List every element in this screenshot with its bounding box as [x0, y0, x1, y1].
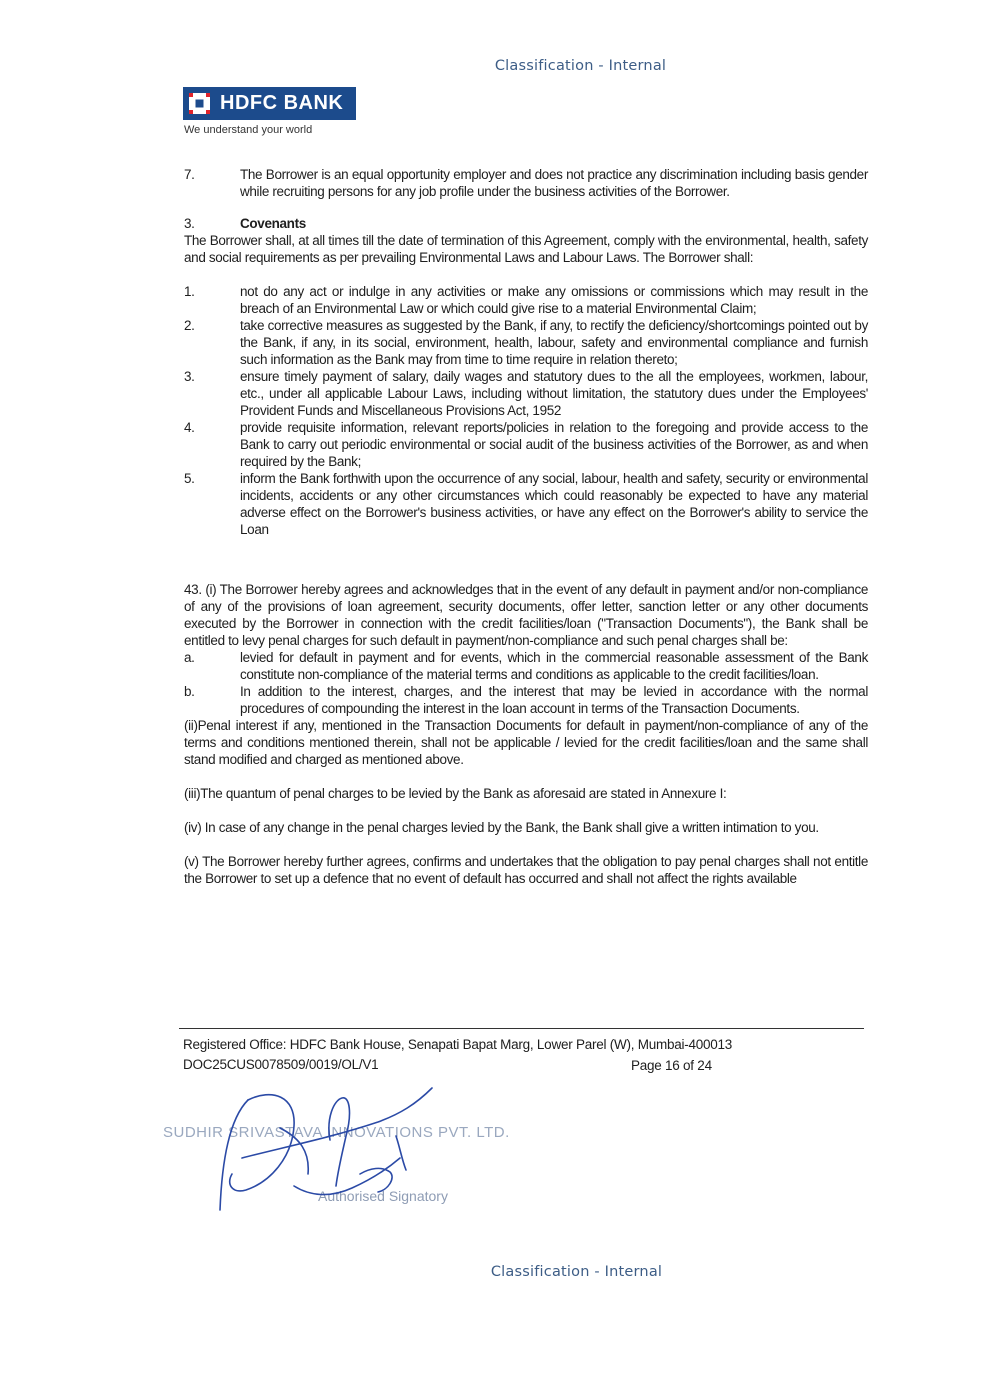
covenant-item-number: 1.	[184, 284, 195, 299]
clause-43-item-letter: b.	[184, 684, 195, 699]
covenants-heading	[184, 215, 868, 232]
covenant-item-text: take corrective measures as suggested by the Bank, if any, to rectify the deficiency/shortcomings pointed out by the Bank, if any, in its social, environment, health, labour, safety and environmental compliance and furnish such information as the Bank may from time to time require in relation thereto;	[240, 318, 868, 367]
clause-43-item	[184, 683, 868, 717]
clause-43-intro: 43. (i) The Borrower hereby agrees and acknowledges that in the event of any default in payment and/or non-compliance of any of the provisions of loan agreement, security documents, offer letter, sanction letter or any other documents executed by the Borrower in connection with the credit facilities/loan ("Transaction Documents"), the Bank shall be entitled to levy penal charges for such default in payment/non-compliance and such penal charges shall be:	[184, 582, 868, 648]
registered-office: Registered Office: HDFC Bank House, Senapati Bapat Marg, Lower Parel (W), Mumbai-400013	[183, 1037, 733, 1052]
covenants-number: 3.	[184, 216, 195, 231]
covenant-item-number: 5.	[184, 471, 195, 486]
clause-43-v: (v) The Borrower hereby further agrees, confirms and undertakes that the obligation to pay penal charges shall not entitle the Borrower to set up a defence that no event of default has occurred and shall not affect the rights available	[184, 854, 868, 886]
covenant-item	[184, 283, 868, 317]
hdfc-logo-mark-icon	[189, 93, 210, 114]
bank-tagline: We understand your world	[184, 124, 313, 136]
clause-43-item	[184, 649, 868, 683]
covenant-item-text: ensure timely payment of salary, daily wages and statutory dues to the all the employees, workmen, labour, etc., under all applicable Labour Laws, including without limitation, the statutory dues under the Employees' Provident Funds and Miscellaneous Provisions Act, 1952	[240, 369, 868, 418]
clause-7-number: 7.	[184, 167, 195, 182]
clause-43-item-text: In addition to the interest, charges, and the interest that may be levied in accordance with the normal procedures of compounding the interest in the loan account in terms of the Transaction Documents.	[240, 684, 868, 716]
clause-7-text: The Borrower is an equal opportunity employer and does not practice any discrimination including basis gender while recruiting persons for any job profile under the business activities of the Borrower.	[240, 167, 868, 199]
covenant-item	[184, 317, 868, 368]
covenant-item	[184, 419, 868, 470]
handwritten-signature-icon	[210, 1078, 450, 1218]
clause-43-item-text: levied for default in payment and for events, which in the commercial reasonable assessment of the Bank constitute non-compliance of the material terms and conditions as applicable to the credit facilities/loan.	[240, 650, 868, 682]
covenants-title: Covenants	[240, 216, 306, 231]
page-number: Page 16 of 24	[631, 1058, 712, 1073]
clause-43-ii: (ii)Penal interest if any, mentioned in the Transaction Documents for default in payment/non-compliance of any of the terms and conditions mentioned therein, shall not be applicable / levied for the credit facilities/loan and the same shall stand modified and charged as mentioned above.	[184, 718, 868, 767]
bank-name: HDFC BANK	[220, 92, 344, 114]
clause-43-iv: (iv) In case of any change in the penal charges levied by the Bank, the Bank shall give a written intimation to you.	[184, 820, 819, 835]
clause-43-iii: (iii)The quantum of penal charges to be levied by the Bank as aforesaid are stated in Annexure I:	[184, 786, 727, 801]
hdfc-bank-logo	[183, 87, 356, 120]
classification-label-top: Classification - Internal	[494, 58, 667, 74]
covenant-item	[184, 470, 868, 538]
covenant-item-number: 2.	[184, 318, 195, 333]
document-id: DOC25CUS0078509/0019/OL/V1	[183, 1057, 379, 1072]
clause-7	[184, 166, 868, 200]
classification-label-bottom: Classification - Internal	[490, 1264, 663, 1280]
covenant-item	[184, 368, 868, 419]
footer-divider	[179, 1028, 864, 1029]
covenant-item-text: not do any act or indulge in any activities or make any omissions or commissions which may result in the breach of an Environmental Law or which could give rise to a material Environmental Claim;	[240, 284, 868, 316]
covenant-item-number: 4.	[184, 420, 195, 435]
covenant-item-text: provide requisite information, relevant reports/policies in relation to the foregoing and provide access to the Bank to carry out periodic environmental or social audit of the business activities of the Borrower, as and when required by the Bank;	[240, 420, 868, 469]
covenant-item-number: 3.	[184, 369, 195, 384]
authorised-signatory-label: Authorised Signatory	[318, 1188, 448, 1204]
document-body	[184, 166, 868, 887]
company-stamp: SUDHIR SRIVASTAVA INNOVATIONS PVT. LTD.	[163, 1124, 510, 1141]
covenants-intro: The Borrower shall, at all times till the date of termination of this Agreement, comply with the environmental, health, safety and social requirements as per prevailing Environmental Laws and Labour Laws. The Borrower shall:	[184, 233, 868, 265]
covenant-item-text: inform the Bank forthwith upon the occurrence of any social, labour, health and safety, security or environmental incidents, accidents or any other circumstances which could reasonably be expected to have any material adverse effect on the Borrower's business activities, or have any effect on the Borrower's ability to service the Loan	[240, 471, 868, 537]
clause-43-item-letter: a.	[184, 650, 195, 665]
